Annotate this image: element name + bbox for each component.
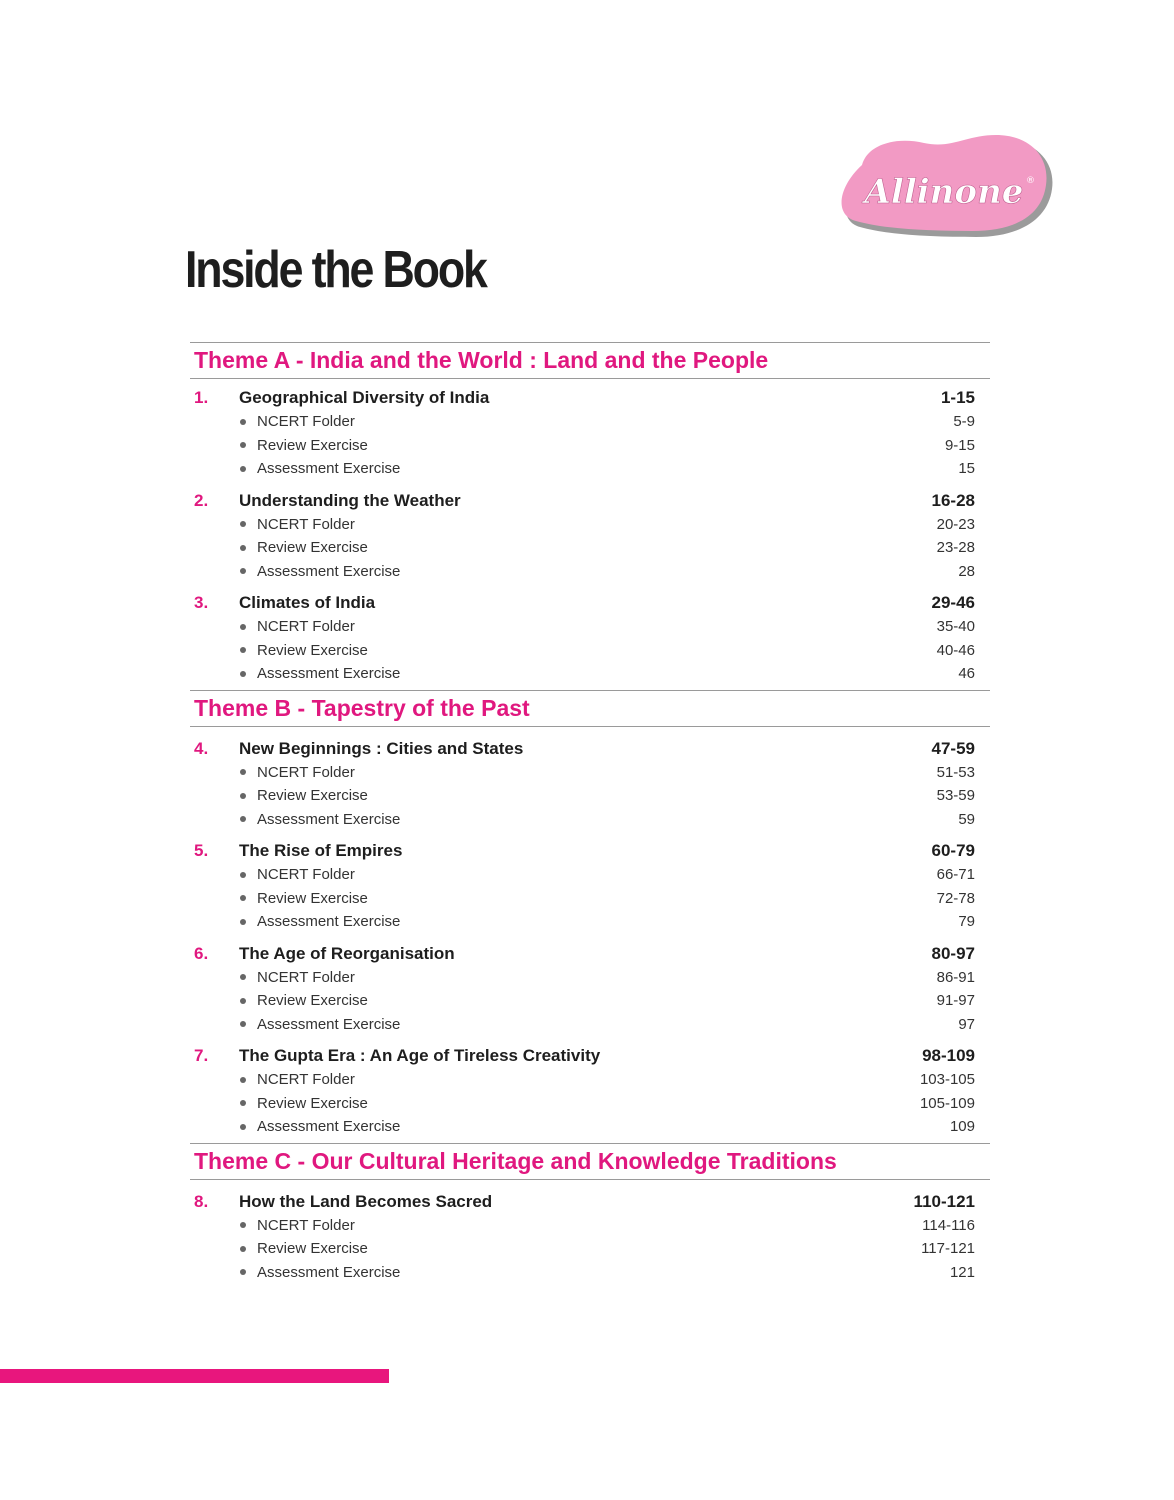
sub-item-label: Review Exercise	[257, 889, 368, 907]
chapter-list	[190, 727, 990, 1143]
bullet-icon	[240, 545, 246, 551]
sub-item-pages: 46	[958, 665, 975, 682]
sub-item-pages: 15	[958, 460, 975, 477]
sub-item[interactable]	[190, 457, 990, 481]
chapter-number: 1.	[194, 388, 209, 407]
sub-item[interactable]	[190, 966, 990, 990]
bullet-icon	[240, 1124, 246, 1130]
chapter-entry	[190, 839, 990, 934]
sub-item-label: Assessment Exercise	[257, 562, 401, 580]
bullet-icon	[240, 1246, 246, 1252]
sub-item-label: Assessment Exercise	[257, 1118, 401, 1135]
bullet-icon	[240, 1100, 246, 1106]
sub-item-pages: 86-91	[936, 968, 975, 986]
bullet-icon	[240, 998, 246, 1004]
bullet-icon	[240, 466, 246, 472]
page-title: Inside the Book	[185, 241, 486, 299]
sub-item-label: NCERT Folder	[257, 866, 355, 883]
bullet-icon	[240, 974, 246, 980]
chapter-row[interactable]	[190, 1190, 990, 1214]
sub-item-label: NCERT Folder	[257, 968, 355, 986]
bullet-icon	[240, 442, 246, 448]
sub-item[interactable]	[190, 639, 990, 663]
sub-item-label: Review Exercise	[257, 641, 368, 659]
sub-item-pages: 114-116	[922, 1216, 975, 1234]
sub-item[interactable]	[190, 1115, 990, 1139]
sub-item-pages: 79	[958, 913, 975, 930]
chapter-number: 7.	[194, 1046, 209, 1065]
sub-item[interactable]	[190, 1261, 990, 1285]
theme-heading: Theme B - Tapestry of the Past	[190, 690, 990, 727]
chapter-title: The Gupta Era : An Age of Tireless Creativity	[239, 1046, 601, 1065]
chapter-row[interactable]	[190, 839, 990, 863]
sub-item-pages: 51-53	[936, 763, 975, 781]
bullet-icon	[240, 1077, 246, 1083]
sub-item[interactable]	[190, 434, 990, 458]
bullet-icon	[240, 568, 246, 574]
sub-item-label: Review Exercise	[257, 1094, 368, 1112]
sub-item[interactable]	[190, 1237, 990, 1261]
sub-item-label: Review Exercise	[257, 539, 368, 556]
sub-item-label: Review Exercise	[257, 1240, 368, 1257]
sub-item-pages: 97	[958, 1015, 975, 1033]
sub-item-pages: 109	[949, 1118, 975, 1135]
chapter-number: 6.	[194, 943, 209, 963]
chapter-pages: 1-15	[940, 388, 975, 407]
chapter-number: 4.	[194, 738, 209, 758]
sub-item-pages: 72-78	[936, 889, 975, 907]
sub-item[interactable]	[190, 989, 990, 1013]
table-of-contents	[190, 342, 990, 1288]
sub-item-label: Assessment Exercise	[257, 460, 401, 477]
chapter-row[interactable]	[190, 942, 990, 966]
chapter-entry	[190, 942, 990, 1037]
sub-item-pages: 5-9	[953, 413, 975, 430]
sub-item-pages: 53-59	[936, 787, 975, 804]
chapter-row[interactable]	[190, 1044, 990, 1068]
chapter-pages: 16-28	[931, 490, 975, 510]
bullet-icon	[240, 521, 246, 527]
chapter-number: 8.	[194, 1191, 209, 1211]
chapter-pages: 60-79	[931, 841, 975, 860]
sub-item-label: Assessment Exercise	[257, 810, 401, 828]
bullet-icon	[240, 769, 246, 775]
sub-item-label: Review Exercise	[257, 436, 368, 454]
sub-item-pages: 23-28	[936, 539, 975, 556]
sub-item[interactable]	[190, 1214, 990, 1238]
sub-item-label: NCERT Folder	[257, 618, 355, 635]
sub-item[interactable]	[190, 410, 990, 434]
bullet-icon	[240, 419, 246, 425]
bullet-icon	[240, 816, 246, 822]
svg-text:Allinone: Allinone	[864, 172, 1024, 212]
bullet-icon	[240, 895, 246, 901]
sub-item-label: Assessment Exercise	[257, 913, 401, 930]
allinone-logo	[836, 133, 1058, 241]
accent-bar	[0, 1369, 389, 1383]
chapter-row[interactable]	[190, 386, 990, 410]
theme-heading: Theme A - India and the World : Land and the People	[190, 342, 990, 379]
chapter-entry	[190, 1190, 990, 1285]
bullet-icon	[240, 1269, 246, 1275]
sub-item[interactable]	[190, 808, 990, 832]
sub-item-pages: 103-105	[919, 1071, 975, 1088]
bullet-icon	[240, 872, 246, 878]
chapter-row[interactable]	[190, 591, 990, 615]
chapter-entry	[190, 737, 990, 832]
chapter-list	[190, 379, 990, 690]
sub-item-label: NCERT Folder	[257, 1216, 355, 1234]
chapter-row[interactable]	[190, 489, 990, 513]
chapter-entry	[190, 386, 990, 481]
sub-item-pages: 91-97	[936, 992, 975, 1009]
sub-item[interactable]	[190, 513, 990, 537]
bullet-icon	[240, 919, 246, 925]
sub-item[interactable]	[190, 761, 990, 785]
chapter-title: The Rise of Empires	[239, 841, 403, 860]
chapter-title: The Age of Reorganisation	[239, 943, 455, 963]
bullet-icon	[240, 793, 246, 799]
bullet-icon	[240, 671, 246, 677]
sub-item-pages: 28	[958, 562, 975, 580]
bullet-icon	[240, 1222, 246, 1228]
chapter-pages: 110-121	[913, 1191, 975, 1211]
sub-item-pages: 66-71	[936, 866, 975, 883]
bullet-icon	[240, 1021, 246, 1027]
sub-item-label: NCERT Folder	[257, 763, 355, 781]
sub-item[interactable]	[190, 560, 990, 584]
sub-item[interactable]	[190, 615, 990, 639]
sub-item-label: Assessment Exercise	[257, 1015, 401, 1033]
chapter-number: 5.	[194, 841, 209, 860]
chapter-pages: 98-109	[922, 1046, 975, 1065]
sub-item[interactable]	[190, 1013, 990, 1037]
chapter-title: New Beginnings : Cities and States	[239, 738, 524, 758]
sub-item-label: NCERT Folder	[257, 1071, 355, 1088]
chapter-title: Understanding the Weather	[239, 490, 461, 510]
chapter-entry	[190, 489, 990, 584]
chapter-title: Climates of India	[239, 593, 376, 612]
chapter-title: Geographical Diversity of India	[239, 388, 490, 407]
sub-item[interactable]	[190, 662, 990, 686]
sub-item-pages: 117-121	[921, 1240, 975, 1257]
sub-item[interactable]	[190, 536, 990, 560]
bullet-icon	[240, 647, 246, 653]
sub-item[interactable]	[190, 910, 990, 934]
chapter-list	[190, 1180, 990, 1289]
chapter-pages: 80-97	[931, 943, 975, 963]
sub-item[interactable]	[190, 887, 990, 911]
sub-item-pages: 59	[958, 810, 975, 828]
chapter-entry	[190, 1044, 990, 1139]
sub-item-label: Assessment Exercise	[257, 665, 401, 682]
svg-text:®: ®	[1026, 176, 1035, 186]
sub-item-label: NCERT Folder	[257, 515, 355, 533]
sub-item[interactable]	[190, 1068, 990, 1092]
sub-item-label: Review Exercise	[257, 787, 368, 804]
chapter-title: How the Land Becomes Sacred	[239, 1191, 493, 1211]
chapter-number: 2.	[194, 490, 209, 510]
sub-item-label: Review Exercise	[257, 992, 368, 1009]
theme-heading: Theme C - Our Cultural Heritage and Knowledge Traditions	[190, 1143, 990, 1180]
sub-item-pages: 35-40	[936, 618, 975, 635]
chapter-entry	[190, 591, 990, 686]
sub-item-pages: 40-46	[936, 641, 975, 659]
sub-item-pages: 105-109	[919, 1094, 975, 1112]
sub-item-label: Assessment Exercise	[257, 1263, 401, 1281]
chapter-pages: 47-59	[931, 738, 975, 758]
sub-item[interactable]	[190, 863, 990, 887]
sub-item-pages: 121	[949, 1263, 975, 1281]
sub-item-label: NCERT Folder	[257, 413, 355, 430]
sub-item-pages: 20-23	[936, 515, 975, 533]
sub-item[interactable]	[190, 1092, 990, 1116]
chapter-number: 3.	[194, 593, 209, 612]
chapter-row[interactable]	[190, 737, 990, 761]
sub-item[interactable]	[190, 784, 990, 808]
bullet-icon	[240, 624, 246, 630]
chapter-pages: 29-46	[931, 593, 975, 612]
sub-item-pages: 9-15	[944, 436, 975, 454]
